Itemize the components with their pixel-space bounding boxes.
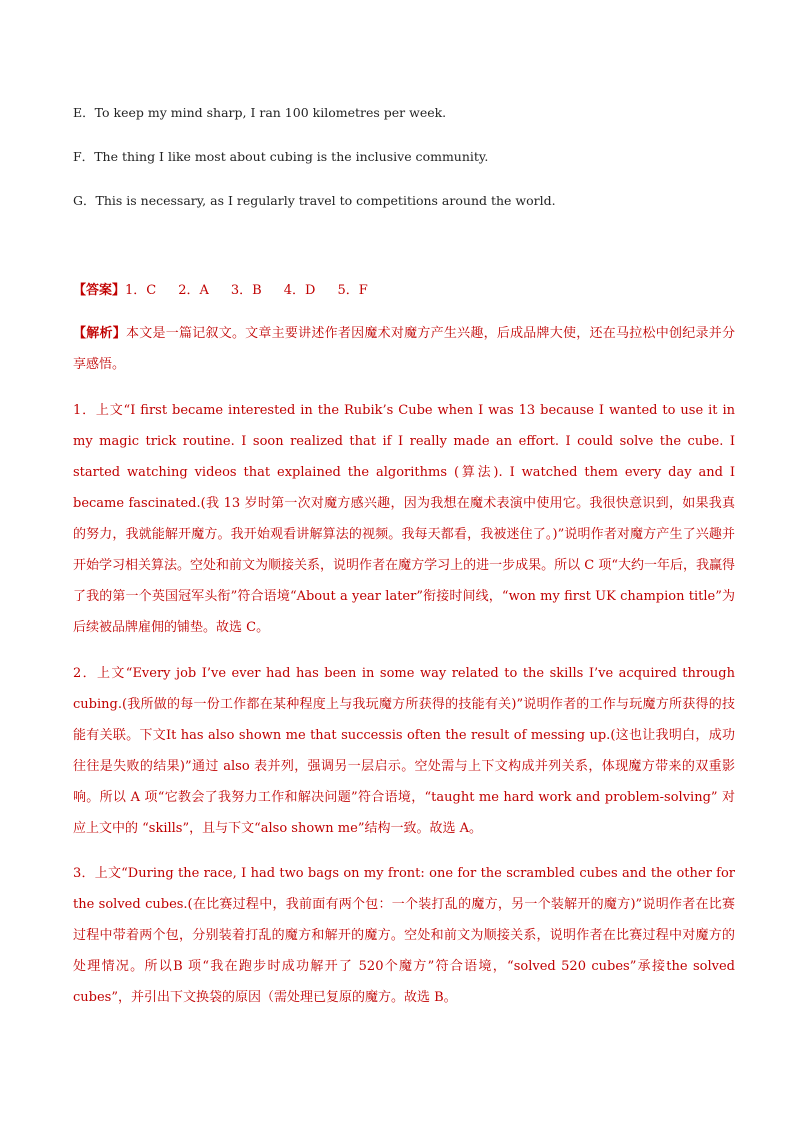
answer-item: 3．B [230, 283, 262, 298]
answer-item: 1．C [125, 283, 157, 298]
analysis-text: 本文是一篇记叙文。文章主要讲述作者因魔术对魔方产生兴趣，后成品牌大使，还在马拉松中创纪录并分享感悟。 [73, 326, 735, 372]
option-letter: G． [73, 193, 96, 208]
option-text: This is necessary, as I regularly travel to competitions around the world. [95, 193, 556, 208]
answer-tag: 【答案】 [73, 283, 126, 298]
analysis-tag: 【解析】 [73, 326, 126, 341]
option-g [73, 192, 556, 210]
option-e [73, 104, 446, 122]
option-text: The thing I like most about cubing is the inclusive community. [94, 149, 489, 164]
answer-item: 5．F [337, 283, 368, 298]
answer-key [73, 281, 390, 301]
answer-item: 4．D [283, 283, 316, 298]
analysis-paragraph [73, 318, 735, 380]
option-letter: F． [73, 149, 95, 164]
explanation-2: 2．上文“Every job I’ve ever had has been in some way related to the skills I’ve acquired through cubing.(我所做的每一份工作都在某种程度上与我玩魔方所获得的技能有关)”说明作者的工作与玩魔方所获得的技能有关联。下文It has also shown me that successis often the result of messing up.(这也让我明白，成功往往是失败的结果)”通过 also 表并列，强调另一层启示。空处需与上下文构成并列关系，体现魔方带来的双重影响。所以 A 项“它教会了我努力工作和解决问题”符合语境，“taught me hard work and problem-solving” 对应上文中的 “skills”，且与下文“also shown me”结构一致。故选 A。 [73, 666, 735, 836]
option-letter: E． [73, 105, 95, 120]
explanation-1: 1．上文“I first became interested in the Rubik’s Cube when I was 13 because I wanted to use it in my magic trick routine. I soon realized that if I really made an effort. I could solve the cube. I started watching videos that explained the algorithms (算法). I watched them every day and I became fascinated.(我 13 岁时第一次对魔方感兴趣，因为我想在魔术表演中使用它。我很快意识到，如果我真的努力，我就能解开魔方。我开始观看讲解算法的视频。我每天都看，我被迷住了。)”说明作者对魔方产生了兴趣并开始学习相关算法。空处和前文为顺接关系，说明作者在魔方学习上的进一步成果。所以 C 项“大约一年后，我赢得了我的第一个英国冠军头衔”符合语境“About a year later”衔接时间线，“won my first UK champion title”为后续被品牌雇佣的铺垫。故选 C。 [73, 403, 735, 635]
option-text: To keep my mind sharp, I ran 100 kilometres per week. [94, 105, 447, 120]
option-f [73, 148, 488, 166]
answer-item: 2．A [178, 283, 209, 298]
explanation-3: 3．上文“During the race, I had two bags on my front: one for the scrambled cubes and the other for the solved cubes.(在比赛过程中，我前面有两个包：一个装打乱的魔方，另一个装解开的魔方)”说明作者在比赛过程中带着两个包，分别装着打乱的魔方和解开的魔方。空处和前文为顺接关系，说明作者在比赛过程中对魔方的处理情况。所以B 项“我在跑步时成功解开了 520个魔方”符合语境，“solved 520 cubes”承接the solved cubes”，并引出下文换袋的原因（需处理已复原的魔方。故选 B。 [73, 866, 735, 1005]
